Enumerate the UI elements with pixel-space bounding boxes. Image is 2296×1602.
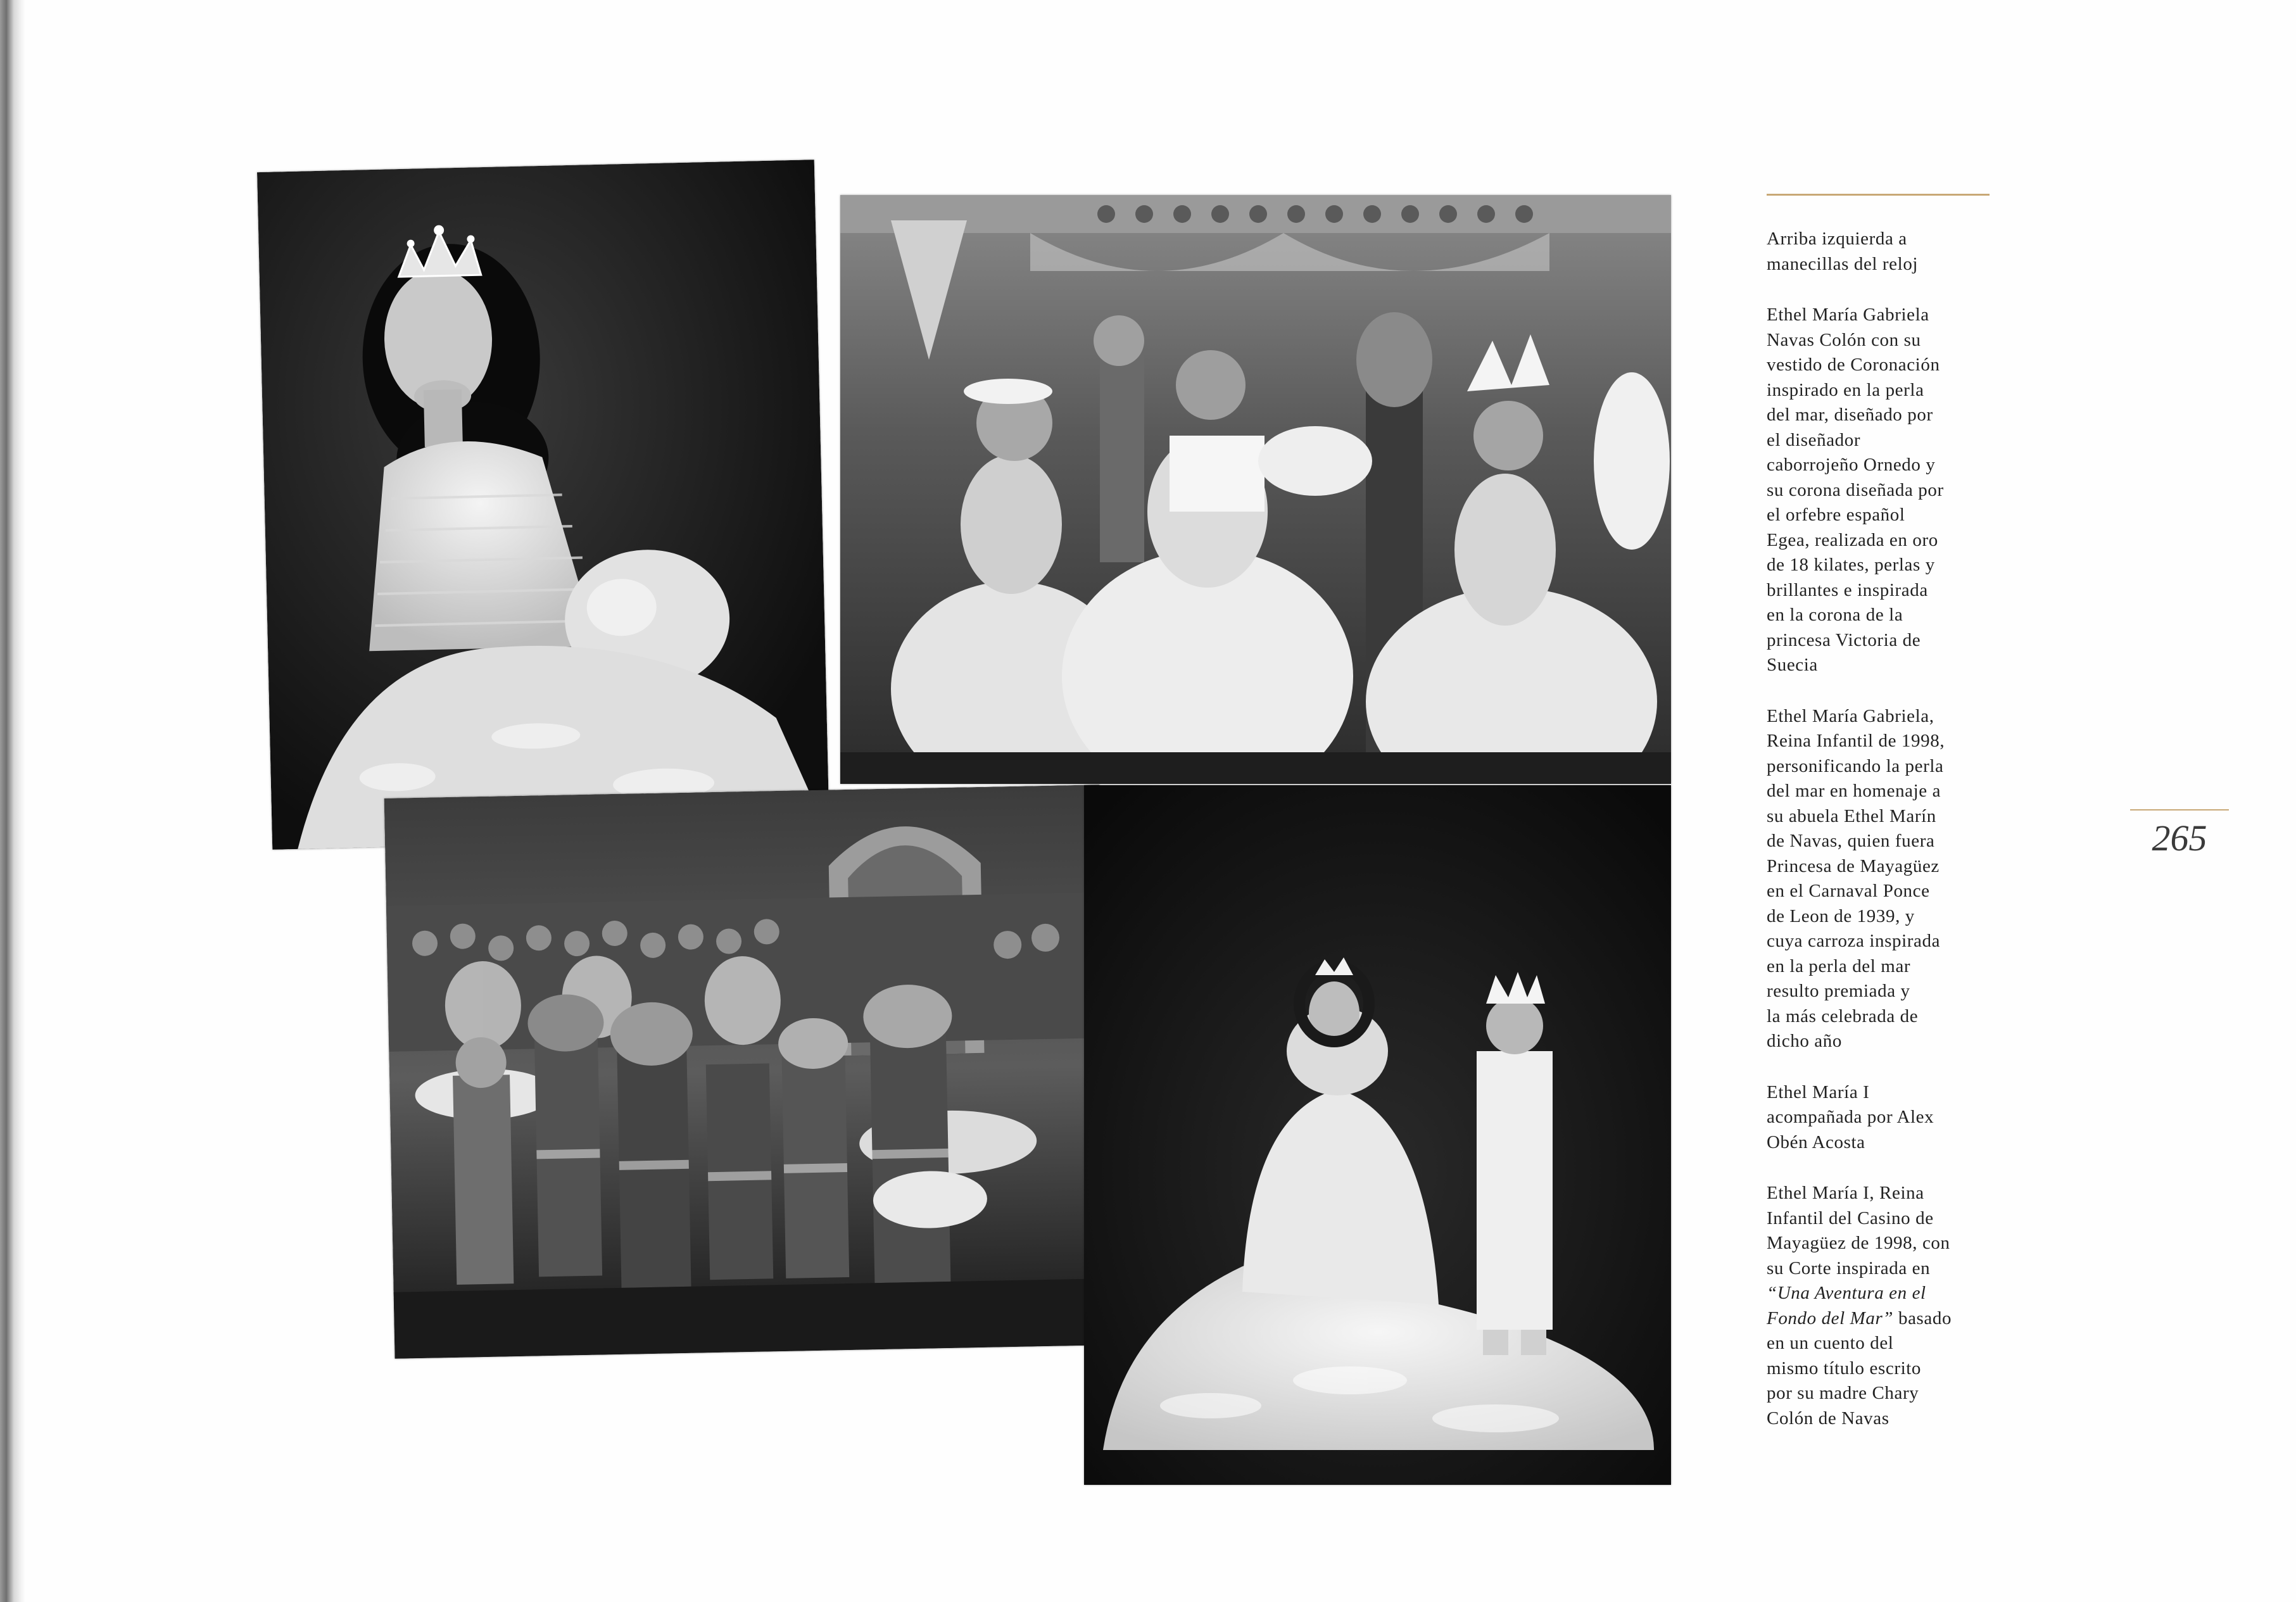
ballroom-photo-image bbox=[384, 785, 1111, 1359]
caption-escort: Ethel María I acompañada por Alex Obén Acosta bbox=[1767, 1082, 1934, 1152]
caption-court-story-title: “Una Aventura en el Fondo del Mar” bbox=[1767, 1283, 1926, 1328]
caption-court-intro: Ethel María I, Reina Infantil del Casino de Mayagüez de 1998, con su Corte inspirada en bbox=[1767, 1183, 1950, 1278]
caption-court-end: basado en un cuento del mismo título escrito por su madre Chary Colón de Navas bbox=[1767, 1308, 1952, 1429]
group-photo-children-on-stage bbox=[840, 195, 1671, 784]
caption-column bbox=[1767, 227, 2001, 1457]
caption-pearl-of-the-sea: Ethel María Gabriela, Reina Infantil de 1998, personificando la perla del mar en homenaje a su abuela Ethel Marín de Navas, quien fuera Princesa de Mayagüez en el Carnaval Ponce de Leon de 1939, y cuya carroza inspirada en la perla del mar resulto premiada y la más celebrada de dicho año bbox=[1767, 705, 1945, 1051]
book-binding-edge bbox=[0, 0, 25, 1602]
ballroom-party-photo bbox=[384, 785, 1111, 1359]
caption-top-rule bbox=[1767, 194, 1990, 196]
queen-and-king-photo bbox=[1084, 785, 1671, 1485]
stage-photo-image bbox=[840, 195, 1671, 784]
caption-orientation: Arriba izquierda a manecillas del reloj bbox=[1767, 229, 1919, 274]
caption-coronation-dress: Ethel María Gabriela Navas Colón con su vestido de Coronación inspirado en la perla del mar, diseñado por el diseñador caborrojeño Ornedo y su corona diseñada por el orfebre español Egea, realizada en oro de 18 kilates, perlas y brillantes e inspirada en la corona de la princesa Victoria de Suecia bbox=[1767, 305, 1944, 675]
page-number: 265 bbox=[2152, 817, 2207, 859]
caption-court bbox=[1767, 1181, 2001, 1431]
portrait-photo-girl-with-tiara bbox=[257, 160, 829, 850]
royals-photo-image bbox=[1084, 785, 1671, 1485]
portrait-photo-image bbox=[257, 160, 829, 850]
page-number-rule bbox=[2130, 809, 2229, 810]
